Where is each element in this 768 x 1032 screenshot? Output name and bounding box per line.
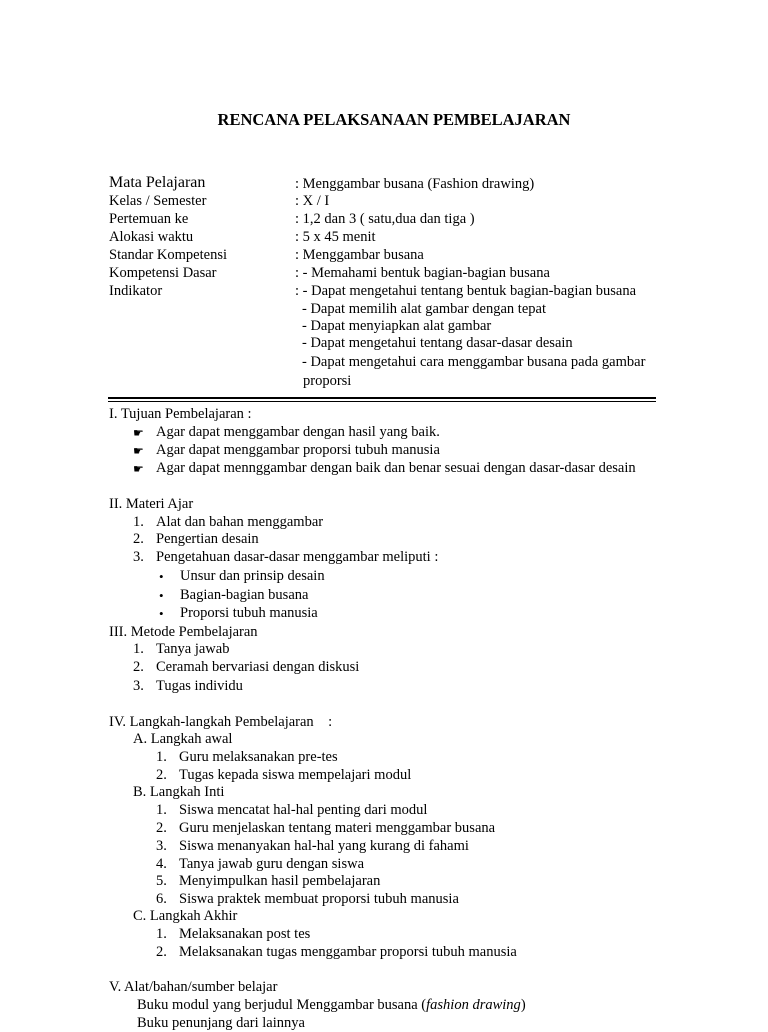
- list-number: 2.: [156, 767, 167, 783]
- bullet-dot-icon: •: [159, 588, 164, 603]
- materi-subitem: Bagian-bagian busana: [180, 587, 309, 603]
- info-value-pertemuan: : 1,2 dan 3 ( satu,dua dan tiga ): [295, 211, 475, 227]
- langkah-item: Menyimpulkan hasil pembelajaran: [179, 873, 381, 889]
- pointing-hand-icon: ☛: [133, 444, 144, 458]
- list-number: 3.: [133, 549, 144, 565]
- divider-line: [108, 397, 656, 399]
- tujuan-item: Agar dapat mennggambar dengan baik dan benar sesuai dengan dasar-dasar desain: [156, 460, 636, 476]
- info-label-pertemuan: Pertemuan ke: [109, 211, 189, 227]
- list-number: 1.: [133, 641, 144, 657]
- list-number: 6.: [156, 891, 167, 907]
- info-value-standar-kompetensi: : Menggambar busana: [295, 247, 424, 263]
- langkah-item: Siswa menanyakan hal-hal yang kurang di fahami: [179, 838, 469, 854]
- section-heading-langkah: IV. Langkah-langkah Pembelajaran :: [109, 714, 333, 730]
- metode-item: Ceramah bervariasi dengan diskusi: [156, 659, 360, 675]
- info-label-kompetensi-dasar: Kompetensi Dasar: [109, 265, 217, 281]
- indikator-item: - Dapat mengetahui cara menggambar busana pada gambar: [302, 354, 646, 370]
- list-number: 2.: [156, 820, 167, 836]
- bullet-dot-icon: •: [159, 606, 164, 621]
- info-value-kompetensi-dasar: : - Memahami bentuk bagian-bagian busana: [295, 265, 550, 281]
- subsection-label-awal: A. Langkah awal: [133, 731, 233, 747]
- tujuan-item: Agar dapat menggambar proporsi tubuh manusia: [156, 442, 440, 458]
- list-number: 3.: [133, 678, 144, 694]
- info-value-indikator: : - Dapat mengetahui tentang bentuk bagian-bagian busana: [295, 283, 637, 299]
- section-heading-alat: V. Alat/bahan/sumber belajar: [109, 979, 278, 995]
- alat-line-text: Buku modul yang berjudul Menggambar busana (: [137, 997, 427, 1013]
- list-number: 1.: [156, 749, 167, 765]
- info-label-standar-kompetensi: Standar Kompetensi: [109, 247, 227, 263]
- list-number: 1.: [133, 514, 144, 530]
- alat-line-italic: fashion drawing: [426, 997, 521, 1013]
- section-heading-metode: III. Metode Pembelajaran: [109, 624, 258, 640]
- materi-subitem: Unsur dan prinsip desain: [180, 568, 325, 584]
- langkah-item: Siswa mencatat hal-hal penting dari modul: [179, 802, 428, 818]
- subsection-label-akhir: C. Langkah Akhir: [133, 908, 238, 924]
- info-label-indikator: Indikator: [109, 283, 163, 299]
- list-number: 2.: [156, 944, 167, 960]
- list-number: 5.: [156, 873, 167, 889]
- bullet-dot-icon: •: [159, 569, 164, 584]
- langkah-item: Guru melaksanakan pre-tes: [179, 749, 338, 765]
- list-number: 4.: [156, 856, 167, 872]
- metode-item: Tugas individu: [156, 678, 243, 694]
- materi-subitem: Proporsi tubuh manusia: [180, 605, 318, 621]
- subsection-label-inti: B. Langkah Inti: [133, 784, 225, 800]
- list-number: 1.: [156, 926, 167, 942]
- materi-item: Pengertian desain: [156, 531, 259, 547]
- divider-line: [108, 401, 656, 402]
- indikator-item: - Dapat mengetahui tentang dasar-dasar desain: [302, 335, 573, 351]
- section-heading-tujuan: I. Tujuan Pembelajaran :: [109, 406, 252, 422]
- info-value-alokasi: : 5 x 45 menit: [295, 229, 376, 245]
- pointing-hand-icon: ☛: [133, 426, 144, 440]
- langkah-item: Tanya jawab guru dengan siswa: [179, 856, 365, 872]
- langkah-item: Melaksanakan tugas menggambar proporsi tubuh manusia: [179, 944, 517, 960]
- langkah-item: Tugas kepada siswa mempelajari modul: [179, 767, 412, 783]
- section-heading-materi: II. Materi Ajar: [109, 496, 194, 512]
- info-label-alokasi: Alokasi waktu: [109, 229, 194, 245]
- alat-line: Buku penunjang dari lainnya: [137, 1015, 305, 1031]
- alat-line: [137, 996, 526, 1014]
- list-number: 2.: [133, 659, 144, 675]
- info-label-kelas: Kelas / Semester: [109, 193, 207, 209]
- alat-line-close: ): [520, 997, 526, 1013]
- list-number: 2.: [133, 531, 144, 547]
- materi-item: Pengetahuan dasar-dasar menggambar meliputi :: [156, 549, 439, 565]
- info-label-mata-pelajaran: Mata Pelajaran: [109, 174, 206, 191]
- langkah-item: Melaksanakan post tes: [179, 926, 311, 942]
- info-value-mata-pelajaran: : Menggambar busana (Fashion drawing): [295, 176, 535, 192]
- list-number: 3.: [156, 838, 167, 854]
- langkah-item: Siswa praktek membuat proporsi tubuh manusia: [179, 891, 459, 907]
- materi-item: Alat dan bahan menggambar: [156, 514, 324, 530]
- indikator-item: proporsi: [303, 373, 352, 389]
- indikator-item: - Dapat memilih alat gambar dengan tepat: [302, 301, 546, 317]
- info-value-kelas: : X / I: [295, 193, 330, 209]
- metode-item: Tanya jawab: [156, 641, 230, 657]
- tujuan-item: Agar dapat menggambar dengan hasil yang baik.: [156, 424, 440, 440]
- langkah-item: Guru menjelaskan tentang materi menggambar busana: [179, 820, 496, 836]
- page-title: RENCANA PELAKSANAAN PEMBELAJARAN: [217, 110, 571, 129]
- indikator-item: - Dapat menyiapkan alat gambar: [302, 318, 492, 334]
- pointing-hand-icon: ☛: [133, 462, 144, 476]
- list-number: 1.: [156, 802, 167, 818]
